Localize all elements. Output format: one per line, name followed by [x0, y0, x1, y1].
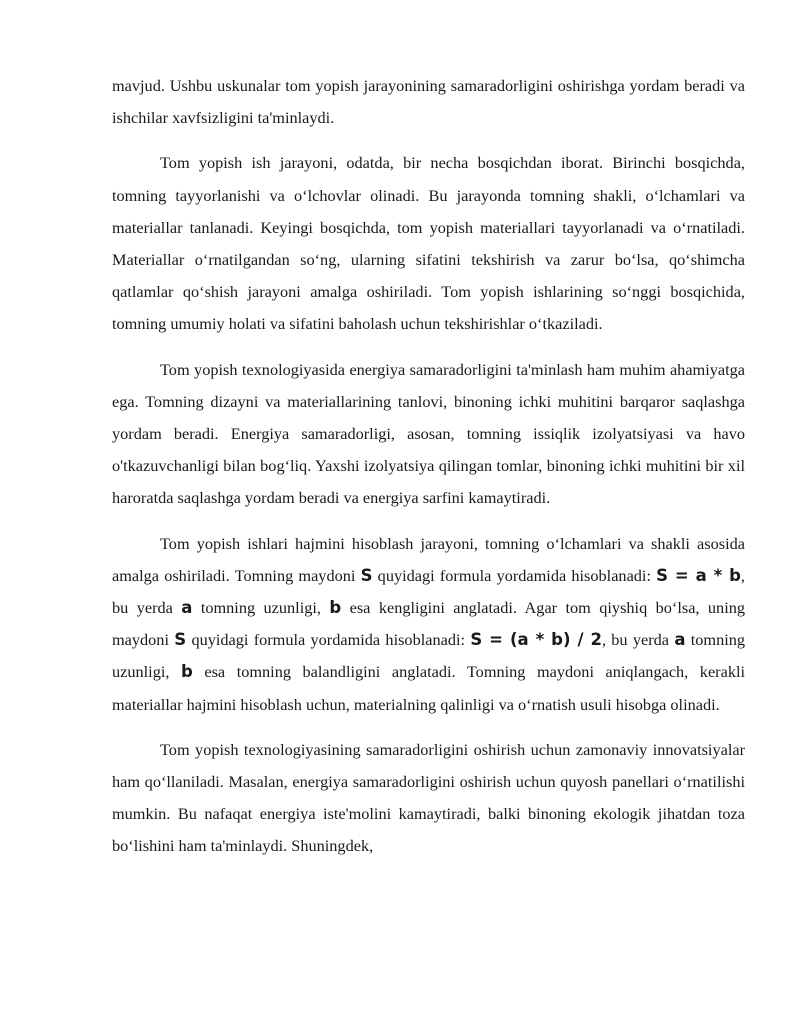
- formula-area-sloped: S = (a * b) / 2: [470, 630, 602, 650]
- text-segment: tomning uzunligi,: [192, 598, 330, 618]
- formula-variable: b: [181, 662, 193, 682]
- text-segment: Tom yopish ishlari hajmini hisoblash jarayoni, tomning o‘lchamlari va shakli asosida amalga oshiriladi. Tomning maydoni: [112, 533, 745, 585]
- text-segment: , bu yerda: [112, 565, 745, 618]
- text-segment: , bu yerda: [601, 630, 675, 650]
- paragraph-energy-efficiency: Tom yopish texnologiyasida energiya samaradorligini ta'minlash ham muhim ahamiyatga ega. Tomning dizayni va materiallarining tanlovi, binoning ichki muhitini barqaror saqlashga yordam beradi. Energiya samaradorligi, asosan, tomning issiqlik izolyatsiyasi va havo o'tkazuvchanligi bilan bog‘liq. Yaxshi izolyatsiya qilingan tomlar, binoning ichki muhitini bir xil haroratda saqlashga yordam beradi va energiya sarfini kamaytiradi.: [112, 359, 745, 508]
- formula-variable: a: [674, 630, 686, 650]
- text-segment: quyidagi formula yordamida hisoblanadi:: [186, 630, 471, 650]
- paragraph-roofing-stages: Tom yopish ish jarayoni, odatda, bir necha bosqichdan iborat. Birinchi bosqichda, tomning tayyorlanishi va o‘lchovlar olinadi. Bu jarayonda tomning shakli, o‘lchamlari va materiallar tanlanadi. Keyingi bosqichda, tom yopish materiallari tayyorlanadi va o‘rnatiladi. Materiallar o‘rnatilgandan so‘ng, ularning sifatini tekshirish va zarur bo‘lsa, qo‘shimcha qatlamlar qo‘shish jarayoni amalga oshiriladi. Tom yopish ishlarining so‘nggi bosqichida, tomning umumiy holati va sifatini baholash uchun tekshirishlar o‘tkaziladi.: [112, 153, 745, 334]
- formula-variable: b: [329, 598, 342, 618]
- paragraph-innovations: Tom yopish texnologiyasining samaradorligini oshirish uchun zamonaviy innovatsiyalar ham qo‘llaniladi. Masalan, energiya samaradorligini oshirish uchun quyosh panellari o‘rnatilishi mumkin. Bu nafaqat energiya iste'molini kamaytiradi, balki binoning ekologik jihatdan toza bo‘lishini ham ta'minlaydi. Shuningdek,: [112, 739, 745, 856]
- formula-variable: S: [360, 565, 373, 585]
- formula-variable: a: [181, 598, 193, 618]
- text-segment: esa kengligini anglatadi. Agar tom qiyshiq bo‘lsa, uning maydoni: [112, 598, 745, 650]
- paragraph-continuation: mavjud. Ushbu uskunalar tom yopish jarayonining samaradorligini oshirishga yordam beradi va ishchilar xavfsizligini ta'minlaydi.: [112, 76, 745, 128]
- formula-variable: S: [174, 630, 187, 650]
- text-segment: esa tomning balandligini anglatadi. Tomning maydoni aniqlangach, kerakli materiallar hajmini hisoblash uchun, materialning qalinligi va o‘rnatish usuli hisobga olinadi.: [112, 662, 746, 714]
- text-segment: quyidagi formula yordamida hisoblanadi:: [372, 565, 657, 585]
- paragraph-area-calculation: [112, 528, 745, 721]
- formula-area-flat: S = a * b: [656, 565, 741, 585]
- text-segment: tomning uzunligi,: [112, 630, 746, 682]
- document-page: [112, 70, 745, 876]
